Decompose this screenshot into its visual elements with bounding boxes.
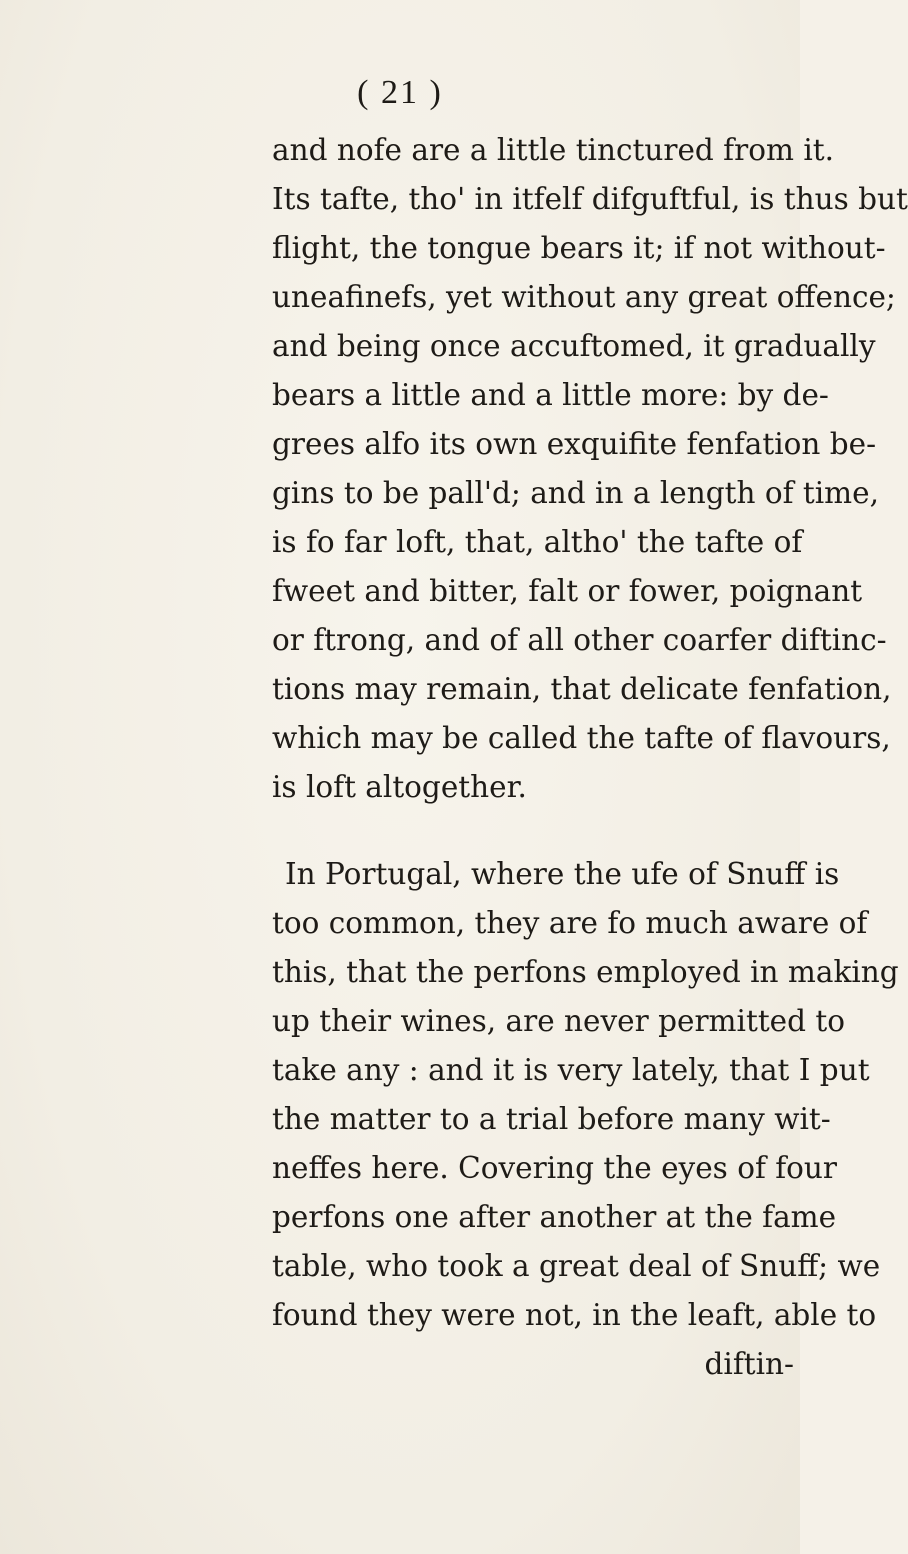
text-line: Its tafte, tho' in itfelf difguftful, is thus but <box>272 182 908 216</box>
text-line: found they were not, in the leaft, able to <box>272 1298 877 1332</box>
text-line: which may be called the tafte of flavours, <box>272 721 891 755</box>
catchword: diftin- <box>704 1347 794 1381</box>
text-line: In Portugal, where the ufe of Snuff is <box>285 857 840 891</box>
text-line: gins to be pall'd; and in a length of time, <box>272 476 879 510</box>
text-line: the matter to a trial before many wit- <box>272 1102 831 1136</box>
text-line: or ftrong, and of all other coarfer diftinc- <box>272 623 887 657</box>
text-line: and being once accuftomed, it gradually <box>272 329 876 363</box>
text-line: flight, the tongue bears it; if not without- <box>272 231 886 265</box>
text-line: bears a little and a little more: by de- <box>272 378 829 412</box>
text-line: grees alfo its own exquifite fenfation be- <box>272 427 877 461</box>
text-line: fweet and bitter, falt or fower, poignant <box>272 574 863 608</box>
text-line: and nofe are a little tinctured from it. <box>272 133 834 167</box>
text-line: this, that the perfons employed in making <box>272 955 899 989</box>
text-line: too common, they are fo much aware of <box>272 906 868 940</box>
text-line: up their wines, are never permitted to <box>272 1004 846 1038</box>
text-line: tions may remain, that delicate fenfation, <box>272 672 892 706</box>
text-line: table, who took a great deal of Snuff; we <box>272 1249 881 1283</box>
page-number: ( 21 ) <box>357 74 443 111</box>
text-line: is loft altogether. <box>272 770 527 804</box>
text-line: is fo far loft, that, altho' the tafte of <box>272 525 803 559</box>
text-line: uneafinefs, yet without any great offence; <box>272 280 896 314</box>
text-line: neffes here. Covering the eyes of four <box>272 1151 838 1185</box>
text-line: take any : and it is very lately, that I put <box>272 1053 870 1087</box>
text-line: perfons one after another at the fame <box>272 1200 837 1234</box>
